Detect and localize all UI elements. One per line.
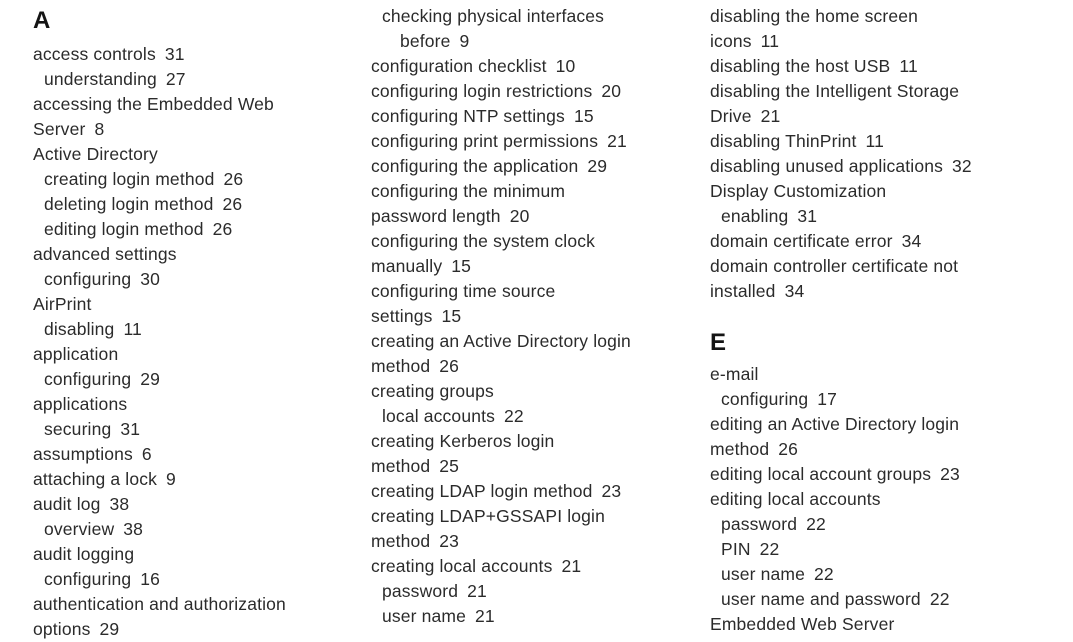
entry-term: editing an Active Directory login (710, 414, 960, 434)
entry-term: disabling ThinPrint (710, 131, 857, 151)
index-entry-line (710, 254, 1070, 279)
entry-term: method (371, 531, 431, 551)
index-subentry-line (33, 317, 368, 342)
entry-term: method (371, 456, 431, 476)
page-number: 16 (140, 569, 161, 589)
index-subentry-line (33, 192, 368, 217)
index-entry-line (710, 437, 1070, 462)
index-entry-line (371, 429, 706, 454)
page-number: 21 (561, 556, 582, 576)
index-entry-line (371, 229, 706, 254)
index-entry-line (33, 492, 368, 517)
entry-term: Display Customization (710, 181, 887, 201)
entry-term: applications (33, 394, 128, 414)
entry-term: user name (721, 564, 806, 584)
index-entry-line (33, 442, 368, 467)
entry-term: editing login method (44, 219, 204, 239)
index-entry-line (710, 279, 1070, 304)
index-entry-line (33, 117, 368, 142)
index-subentry-line (33, 367, 368, 392)
entry-term: Active Directory (33, 144, 158, 164)
index-entry-line (710, 154, 1070, 179)
index-entry-line (371, 304, 706, 329)
entry-term: authentication and authorization (33, 594, 286, 614)
page-number: 26 (212, 219, 233, 239)
index-column-3 (710, 4, 1070, 637)
entry-term: configuring time source (371, 281, 556, 301)
index-subentry-line (33, 267, 368, 292)
index-entry-line (371, 179, 706, 204)
index-entry-line (710, 54, 1070, 79)
index-entry-line (33, 342, 368, 367)
page-number: 26 (439, 356, 460, 376)
page-number: 23 (940, 464, 960, 484)
page-number: 38 (123, 519, 144, 539)
index-entry-line (710, 229, 1070, 254)
entry-term: securing (44, 419, 112, 439)
entry-term: configuring (721, 389, 809, 409)
entry-term: audit log (33, 494, 101, 514)
section-letter: E (710, 329, 727, 356)
page-number: 30 (140, 269, 161, 289)
page-number: 26 (778, 439, 799, 459)
index-subentry-line (710, 562, 1070, 587)
index-subentry-line (710, 537, 1070, 562)
entry-term: configuring (44, 369, 132, 389)
entry-term: configuring (44, 269, 132, 289)
page-number: 22 (814, 564, 834, 584)
entry-term: creating LDAP login method (371, 481, 593, 501)
entry-term: AirPrint (33, 294, 92, 314)
entry-term: configuring login restrictions (371, 81, 593, 101)
page-number: 23 (601, 481, 622, 501)
entry-term: understanding (44, 69, 157, 89)
index-entry-line (33, 42, 368, 67)
entry-term: configuration checklist (371, 56, 547, 76)
page-number: 31 (120, 419, 141, 439)
index-entry-line (33, 292, 368, 317)
entry-term: configuring print permissions (371, 131, 599, 151)
page-number: 15 (441, 306, 462, 326)
index-subentry-line (371, 29, 706, 54)
entry-term: user name and password (721, 589, 921, 609)
entry-term: creating Kerberos login (371, 431, 555, 451)
entry-term: Drive (710, 106, 752, 126)
page-number: 10 (555, 56, 576, 76)
entry-term: configuring the system clock (371, 231, 596, 251)
index-entry-line (371, 129, 706, 154)
page-number: 21 (760, 106, 781, 126)
page-number: 11 (865, 131, 884, 151)
entry-term: disabling the Intelligent Storage (710, 81, 960, 101)
index-subentry-line (371, 404, 706, 429)
index-subentry-line (33, 567, 368, 592)
page-number: 32 (952, 156, 972, 176)
page-number: 31 (164, 44, 185, 64)
entry-term: local accounts (382, 406, 495, 426)
index-entry-line (710, 179, 1070, 204)
page-number: 27 (165, 69, 186, 89)
entry-term: creating LDAP+GSSAPI login (371, 506, 605, 526)
entry-term: disabling unused applications (710, 156, 943, 176)
entry-term: icons (710, 31, 752, 51)
index-subentry-line (710, 587, 1070, 612)
entry-term: method (371, 356, 431, 376)
index-subentry-line (33, 67, 368, 92)
entry-term: audit logging (33, 544, 135, 564)
entry-term: user name (382, 606, 467, 626)
index-entry-line (371, 454, 706, 479)
entry-term: before (400, 31, 451, 51)
page-number: 26 (222, 194, 243, 214)
page-number: 23 (439, 531, 460, 551)
entry-term: password length (371, 206, 501, 226)
section-heading (710, 328, 1070, 358)
index-subentry-line (371, 4, 706, 29)
entry-term: Embedded Web Server (710, 614, 895, 634)
entry-term: domain certificate error (710, 231, 893, 251)
page-number: 29 (140, 369, 161, 389)
page-number: 29 (587, 156, 608, 176)
index-entry-line (371, 279, 706, 304)
entry-term: installed (710, 281, 776, 301)
page-number: 20 (509, 206, 530, 226)
entry-term: application (33, 344, 119, 364)
index-entry-line (710, 104, 1070, 129)
index-entry-line (33, 242, 368, 267)
page-number: 38 (109, 494, 130, 514)
entry-term: checking physical interfaces (382, 6, 605, 26)
entry-term: configuring (44, 569, 132, 589)
index-entry-line (710, 129, 1070, 154)
index-subentry-line (710, 387, 1070, 412)
index-entry-line (710, 29, 1070, 54)
entry-term: attaching a lock (33, 469, 158, 489)
entry-term: domain controller certificate not (710, 256, 959, 276)
entry-term: creating groups (371, 381, 494, 401)
page-number: 22 (806, 514, 826, 534)
index-entry-line (371, 379, 706, 404)
page-number: 11 (123, 319, 142, 339)
index-column-1 (33, 6, 368, 642)
index-entry-line (33, 592, 368, 617)
index-subentry-line (33, 167, 368, 192)
index-entry-line (371, 204, 706, 229)
entry-term: PIN (721, 539, 751, 559)
entry-term: accessing the Embedded Web (33, 94, 274, 114)
entry-term: editing local account groups (710, 464, 932, 484)
index-entry-line (371, 254, 706, 279)
page-number: 17 (817, 389, 838, 409)
index-entry-line (33, 92, 368, 117)
index-subentry-line (371, 604, 706, 629)
page-number: 21 (607, 131, 627, 151)
entry-term: password (382, 581, 459, 601)
page-number: 31 (797, 206, 818, 226)
entry-term: Server (33, 119, 86, 139)
index-entry-line (371, 479, 706, 504)
index-entry-line (371, 79, 706, 104)
page-number: 9 (459, 31, 470, 51)
entry-term: creating login method (44, 169, 215, 189)
entry-term: assumptions (33, 444, 133, 464)
entry-term: configuring NTP settings (371, 106, 565, 126)
entry-term: settings (371, 306, 433, 326)
index-subentry-line (710, 512, 1070, 537)
page-number: 21 (467, 581, 487, 601)
index-entry-line (710, 412, 1070, 437)
entry-term: password (721, 514, 798, 534)
page-number: 22 (504, 406, 524, 426)
entry-term: manually (371, 256, 443, 276)
page-number: 34 (901, 231, 922, 251)
entry-term: options (33, 619, 91, 639)
index-subentry-line (33, 517, 368, 542)
index-entry-line (371, 354, 706, 379)
entry-term: disabling the host USB (710, 56, 891, 76)
index-subentry-line (710, 204, 1070, 229)
page-number: 11 (760, 31, 780, 51)
page-number: 26 (223, 169, 244, 189)
index-entry-line (710, 487, 1070, 512)
entry-term: deleting login method (44, 194, 214, 214)
index-entry-line (33, 142, 368, 167)
entry-term: advanced settings (33, 244, 177, 264)
index-entry-line (710, 4, 1070, 29)
entry-term: configuring the application (371, 156, 579, 176)
page-number: 6 (141, 444, 152, 464)
section-heading (33, 6, 368, 36)
index-subentry-line (33, 217, 368, 242)
index-entry-line (33, 467, 368, 492)
index-entry-line (710, 462, 1070, 487)
index-entry-line (371, 504, 706, 529)
index-entry-line (371, 554, 706, 579)
index-entry-line (33, 617, 368, 642)
index-column-2 (371, 4, 706, 629)
page-number: 11 (899, 56, 918, 76)
index-entry-line (710, 362, 1070, 387)
page-number: 22 (759, 539, 780, 559)
entry-term: creating an Active Directory login (371, 331, 631, 351)
page-number: 20 (601, 81, 622, 101)
page-number: 34 (784, 281, 805, 301)
page-number: 29 (99, 619, 120, 639)
index-entry-line (371, 329, 706, 354)
index-subentry-line (371, 579, 706, 604)
entry-term: e-mail (710, 364, 759, 384)
page-number: 15 (451, 256, 471, 276)
page-number: 25 (439, 456, 460, 476)
page-number: 22 (929, 589, 950, 609)
index-entry-line (371, 529, 706, 554)
page-number: 9 (166, 469, 176, 489)
page-number: 15 (573, 106, 594, 126)
entry-term: enabling (721, 206, 789, 226)
index-entry-line (710, 79, 1070, 104)
entry-term: access controls (33, 44, 156, 64)
index-entry-line (710, 612, 1070, 637)
index-entry-line (33, 542, 368, 567)
entry-term: configuring the minimum (371, 181, 566, 201)
index-entry-line (371, 104, 706, 129)
page-number: 21 (475, 606, 495, 626)
index-entry-line (33, 392, 368, 417)
index-entry-line (371, 54, 706, 79)
page-number: 8 (94, 119, 105, 139)
entry-term: creating local accounts (371, 556, 553, 576)
index-subentry-line (33, 417, 368, 442)
section-letter: A (33, 7, 51, 34)
entry-term: disabling (44, 319, 115, 339)
index-entry-line (371, 154, 706, 179)
entry-term: overview (44, 519, 115, 539)
entry-term: disabling the home screen (710, 6, 919, 26)
entry-term: method (710, 439, 770, 459)
entry-term: editing local accounts (710, 489, 881, 509)
